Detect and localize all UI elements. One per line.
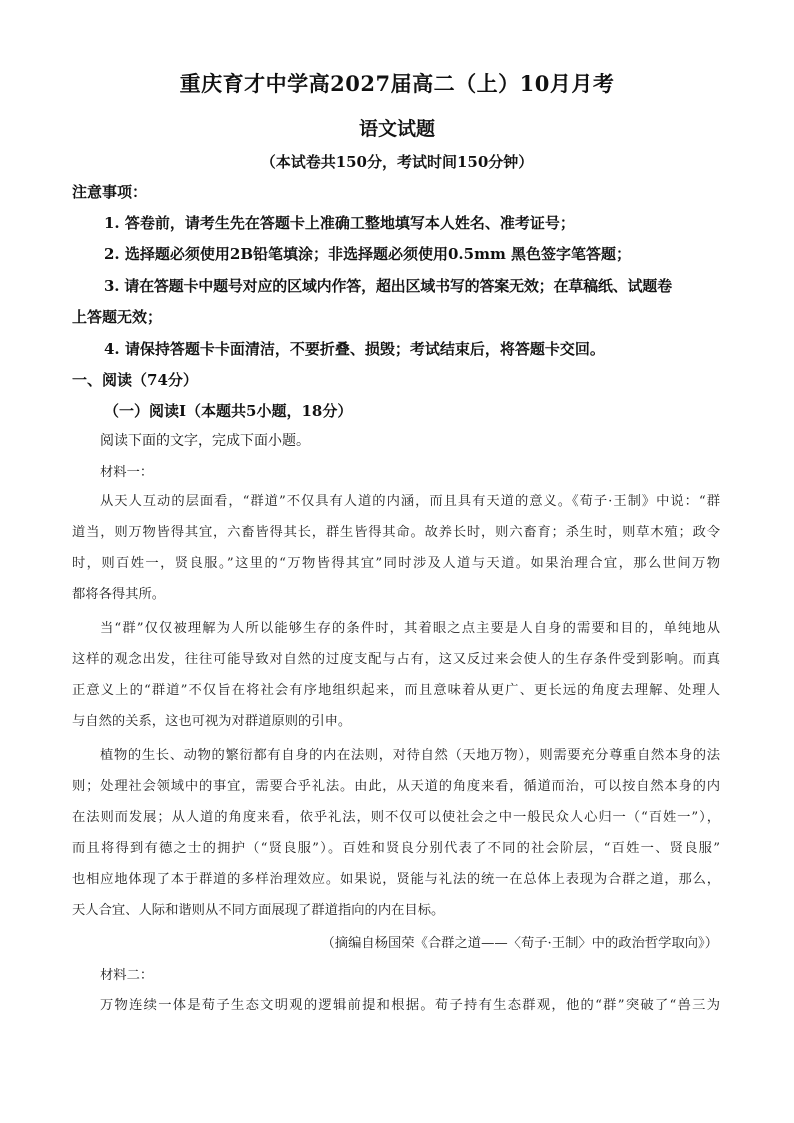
notes-item-2: 2. 选择题必须使用2B铅笔填涂；非选择题必须使用0.5mm 黑色签字笔答题； xyxy=(104,245,632,263)
material1-p2-line2: 这样的观念出发，往往可能导致对自然的过度支配与占有，这又反过来会使人的生存条件受到影响。而真 xyxy=(72,652,720,667)
material1-label: 材料一： xyxy=(100,465,154,480)
exam-title: 重庆育才中学高2027届高二（上）10月月考 xyxy=(179,71,615,96)
section-subheading: （一）阅读Ⅰ（本题共5小题，18分） xyxy=(104,402,353,420)
section-heading: 一、阅读（74分） xyxy=(72,371,198,389)
material1-p3-line5: 也相应地体现了本于群道的多样治理效应。如果说，贤能与礼法的统一在总体上表现为合群之道，那么， xyxy=(72,872,720,887)
material1-p3-line1: 植物的生长、动物的繁衍都有自身的内在法则，对待自然（天地万物），则需要充分尊重自然本身的法 xyxy=(100,748,720,763)
notes-heading: 注意事项： xyxy=(72,183,148,201)
exam-info: （本试卷共150分，考试时间150分钟） xyxy=(260,153,534,171)
material1-p1-line4: 都将各得其所。 xyxy=(72,587,166,602)
notes-item-3-line-2: 上答题无效； xyxy=(72,308,163,326)
material1-p2-line4: 与自然的关系，这也可视为对群道原则的引申。 xyxy=(72,714,352,729)
notes-item-3-line-1: 3. 请在答题卡中题号对应的区域内作答，超出区域书写的答案无效；在草稿纸、试题卷 xyxy=(104,277,672,295)
material1-p1-line3: 时，则百姓一，贤良服。”这里的“万物皆得其宜”同时涉及人道与天道。如果治理合宜，那么世间万物 xyxy=(72,556,720,571)
material1-p3-line4: 而且将得到有德之士的拥护（“贤良服”）。百姓和贤良分别代表了不同的社会阶层，“百姓一、贤良服” xyxy=(72,841,720,856)
material1-p2-line3: 正意义上的“群道”不仅旨在将社会有序地组织起来，而且意味着从更广、更长远的角度去理解、处理人 xyxy=(72,683,720,698)
material1-p3-line3: 在法则而发展；从人道的角度来看，依乎礼法，则不仅可以使社会之中一般民众人心归一（“百姓一”）， xyxy=(72,810,720,825)
material1-source: （摘编自杨国荣《合群之道——〈荀子·王制〉中的政治哲学取向》） xyxy=(321,936,718,951)
notes-item-1: 1. 答卷前，请考生先在答题卡上准确工整地填写本人姓名、准考证号； xyxy=(104,214,575,232)
material2-label: 材料二： xyxy=(100,968,154,983)
material1-p1-line2: 道当，则万物皆得其宜，六畜皆得其长，群生皆得其命。故养长时，则六畜育；杀生时，则草木殖；政令 xyxy=(72,525,720,540)
reading-instruction: 阅读下面的文字，完成下面小题。 xyxy=(100,433,310,449)
material1-p1-line1: 从天人互动的层面看，“群道”不仅具有人道的内涵，而且具有天道的意义。《荀子·王制》中说：“群 xyxy=(100,494,720,509)
material2-p1-line1: 万物连续一体是荀子生态文明观的逻辑前提和根据。荀子持有生态群观，他的“群”突破了“兽三为 xyxy=(100,998,720,1013)
material1-p3-line2: 则；处理社会领域中的事宜，需要合乎礼法。由此，从天道的角度来看，循道而治，可以按自然本身的内 xyxy=(72,779,720,794)
notes-item-4: 4. 请保持答题卡卡面清洁，不要折叠、损毁；考试结束后，将答题卡交回。 xyxy=(104,340,605,358)
material1-p2-line1: 当“群”仅仅被理解为人所以能够生存的条件时，其着眼之点主要是人自身的需要和目的，单纯地从 xyxy=(100,621,720,636)
subject-title: 语文试题 xyxy=(358,118,435,140)
material1-p3-line6: 天人合宜、人际和谐则从不同方面展现了群道指向的内在目标。 xyxy=(72,903,445,918)
